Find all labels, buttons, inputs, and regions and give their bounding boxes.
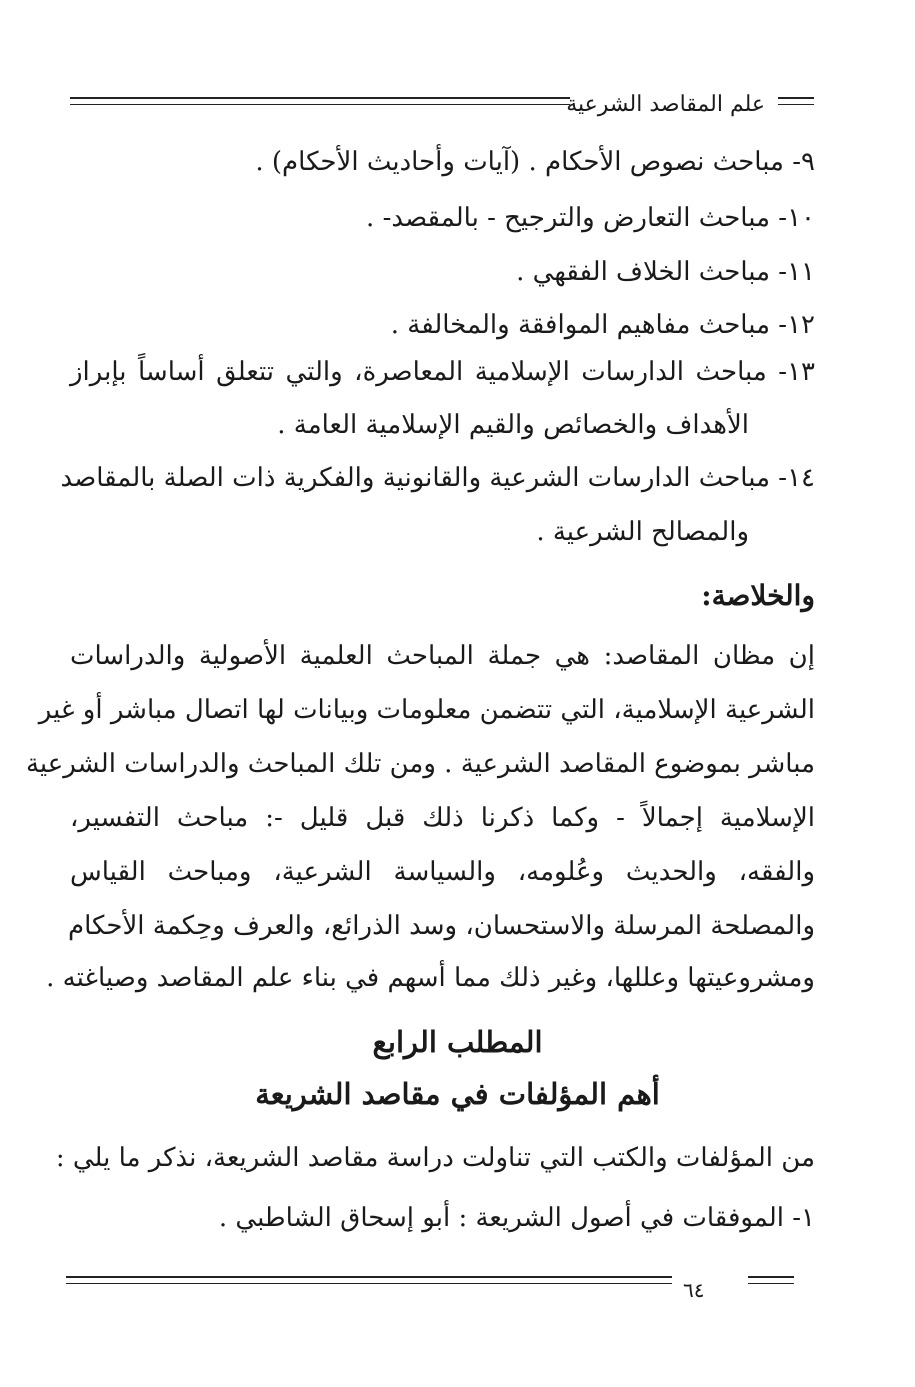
footer-rule-right-top [748, 1276, 794, 1278]
summary-line: والمصلحة المرسلة والاستحسان، وسد الذرائع، والعرف وحِكمة الأحكام [68, 911, 815, 941]
footer-rule-right-bottom [748, 1283, 794, 1284]
footer-rule-left-bottom [66, 1283, 672, 1284]
header-rule-right-top [778, 97, 814, 99]
summary-heading: والخلاصة: [701, 579, 815, 612]
intro-line: من المؤلفات والكتب التي تناولت دراسة مقاصد الشريعة، نذكر ما يلي : [55, 1143, 815, 1173]
book-item-1: ١- الموفقات في أصول الشريعة : أبو إسحاق الشاطبي . [218, 1203, 815, 1233]
list-item-9: ٩- مباحث نصوص الأحكام . (آيات وأحاديث الأحكام) . [255, 147, 815, 177]
summary-line: إن مظان المقاصد: هي جملة المباحث العلمية الأصولية والدراسات [70, 641, 815, 671]
list-item-14: ١٤- مباحث الدارسات الشرعية والقانونية والفكرية ذات الصلة بالمقاصد [60, 463, 815, 493]
summary-line: الشرعية الإسلامية، التي تتضمن معلومات وبيانات لها اتصال مباشر أو غير [38, 695, 815, 725]
summary-line: والفقه، والحديث وعُلومه، والسياسة الشرعية، ومباحث القياس [70, 857, 815, 887]
summary-line: مباشر بموضوع المقاصد الشرعية . ومن تلك المباحث والدراسات الشرعية [25, 749, 815, 779]
running-title: علم المقاصد الشرعية [566, 92, 765, 117]
header-rule-left-bottom [70, 104, 570, 105]
list-item-10: ١٠- مباحث التعارض والترجيح - بالمقصد- . [366, 203, 815, 233]
page-number: ٦٤ [683, 1278, 705, 1302]
section-subheading: أهم المؤلفات في مقاصد الشريعة [255, 1077, 660, 1111]
header-rule-right-bottom [778, 104, 814, 105]
header-rule-left-top [70, 97, 570, 99]
list-item-11: ١١- مباحث الخلاف الفقهي . [516, 257, 815, 287]
list-item-12: ١٢- مباحث مفاهيم الموافقة والمخالفة . [390, 310, 815, 340]
footer-rule-left-top [66, 1276, 672, 1278]
section-heading: المطلب الرابع [372, 1025, 543, 1059]
summary-line: الإسلامية إجمالاً - وكما ذكرنا ذلك قبل قليل -: مباحث التفسير، [70, 803, 815, 833]
list-item-13-continued: الأهداف والخصائص والقيم الإسلامية العامة . [277, 410, 749, 440]
list-item-13: ١٣- مباحث الدارسات الإسلامية المعاصرة، والتي تتعلق أساساً بإبراز [70, 357, 815, 387]
summary-line: ومشروعيتها وعللها، وغير ذلك مما أسهم في بناء علم المقاصد وصياغته . [46, 963, 815, 993]
list-item-14-continued: والمصالح الشرعية . [536, 517, 749, 547]
